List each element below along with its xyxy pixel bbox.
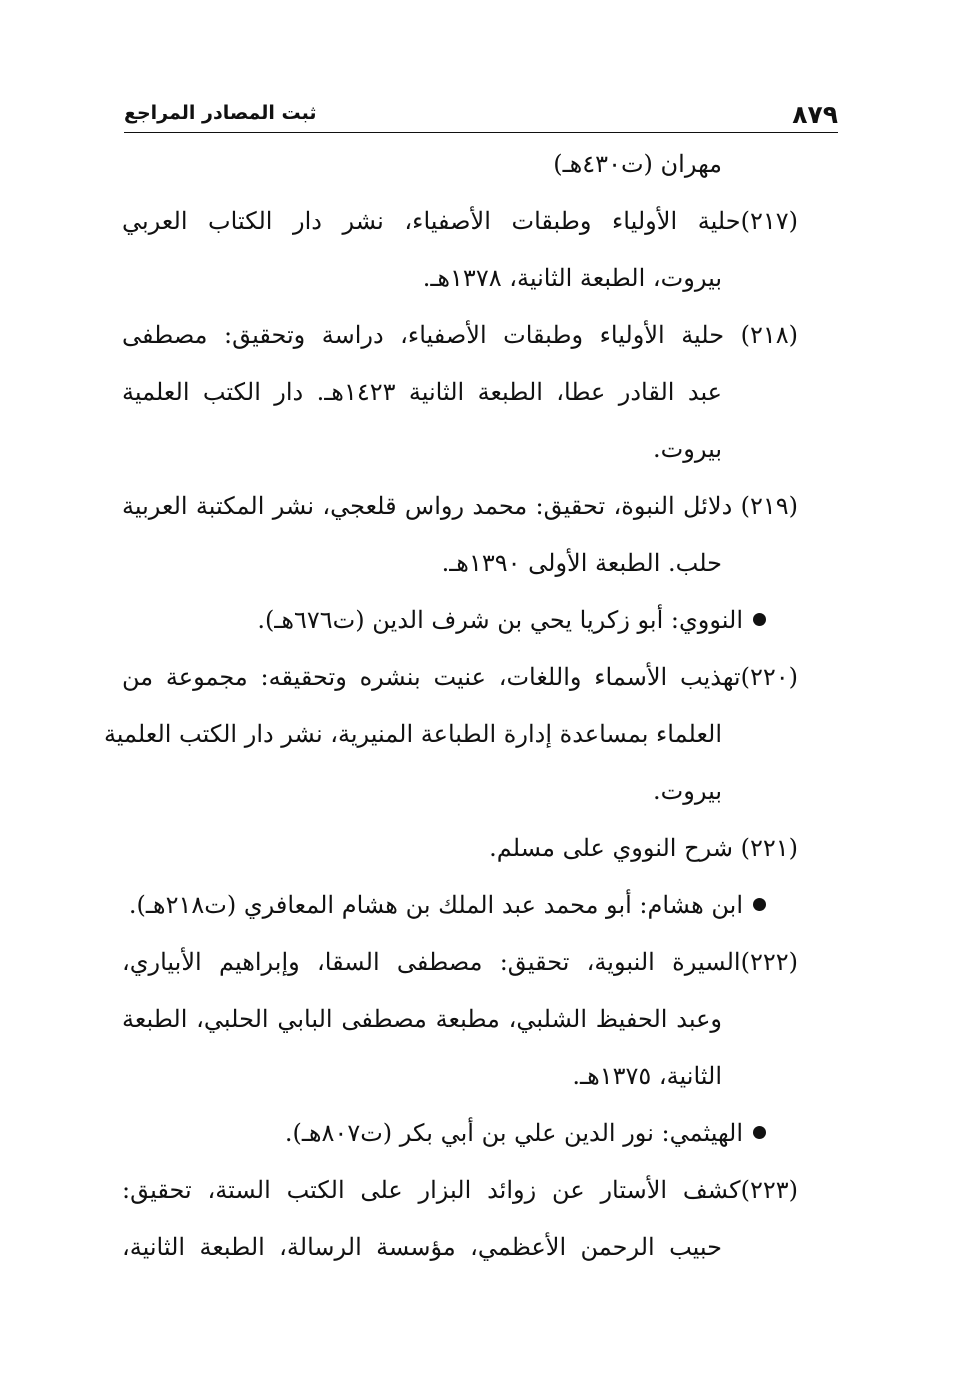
author-heading-text: النووي: أبو زكريا يحي بن شرف الدين (ت٦٧٦هـ). bbox=[257, 606, 743, 634]
author-heading-text: الهيثمي: نور الدين علي بن أبي بكر (ت٨٠٧هـ). bbox=[284, 1119, 743, 1147]
reference-continuation: حلب. الطبعة الأولى ١٣٩٠هـ. bbox=[441, 549, 722, 577]
running-title: ثبت المصادر المراجع bbox=[124, 102, 317, 124]
reference-entry-220: (٢٢٠)تهذيب الأسماء واللغات، عنيت بنشره وتحقيقه: مجموعة من bbox=[122, 663, 798, 691]
reference-continuation: حبيب الرحمن الأعظمي، مؤسسة الرسالة، الطبعة الثانية، bbox=[122, 1233, 722, 1261]
reference-continuation: بيروت. bbox=[653, 435, 722, 463]
reference-continuation: عبد القادر عطا، الطبعة الثانية ١٤٢٣هـ. دار الكتب العلمية bbox=[122, 378, 723, 406]
author-heading bbox=[122, 592, 798, 649]
reference-entry-217: (٢١٧)حلية الأولياء وطبقات الأصفياء، نشر دار الكتاب العربي bbox=[122, 207, 798, 235]
reference-continuation: العلماء بمساعدة إدارة الطباعة المنيرية، نشر دار الكتب العلمية bbox=[103, 720, 722, 748]
bullet-icon bbox=[753, 613, 766, 626]
reference-entry-223: (٢٢٣)كشف الأستار عن زوائد البزار على الكتب الستة، تحقيق: bbox=[122, 1176, 798, 1204]
author-heading bbox=[122, 877, 798, 934]
bullet-icon bbox=[753, 1126, 766, 1139]
reference-continuation: بيروت. bbox=[653, 777, 722, 805]
author-heading bbox=[122, 1105, 798, 1162]
reference-entry-218: (٢١٨) حلية الأولياء وطبقات الأصفياء، دراسة وتحقيق: مصطفى bbox=[122, 321, 798, 349]
references-list bbox=[103, 136, 798, 1276]
reference-entry-221: (٢٢١) شرح النووي على مسلم. bbox=[489, 834, 798, 862]
page-header bbox=[124, 96, 838, 133]
author-heading-text: ابن هشام: أبو محمد عبد الملك بن هشام المعافري (ت٢١٨هـ). bbox=[128, 891, 743, 919]
reference-continuation: وعبد الحفيظ الشلبي، مطبعة مصطفى البابي الحلبي، الطبعة bbox=[122, 1005, 722, 1033]
reference-continuation: الثانية، ١٣٧٥هـ. bbox=[572, 1062, 722, 1090]
reference-continuation: بيروت، الطبعة الثانية، ١٣٧٨هـ. bbox=[422, 264, 722, 292]
bullet-icon bbox=[753, 898, 766, 911]
reference-entry-219: (٢١٩) دلائل النبوة، تحقيق: محمد رواس قلعجي، نشر المكتبة العربية bbox=[122, 492, 798, 520]
reference-entry-222: (٢٢٢)السيرة النبوية، تحقيق: مصطفى السقا، وإبراهيم الأبياري، bbox=[122, 948, 798, 976]
reference-continuation: مهران (ت٤٣٠هـ) bbox=[553, 150, 722, 178]
page-number: ٨٧٩ bbox=[792, 100, 838, 129]
